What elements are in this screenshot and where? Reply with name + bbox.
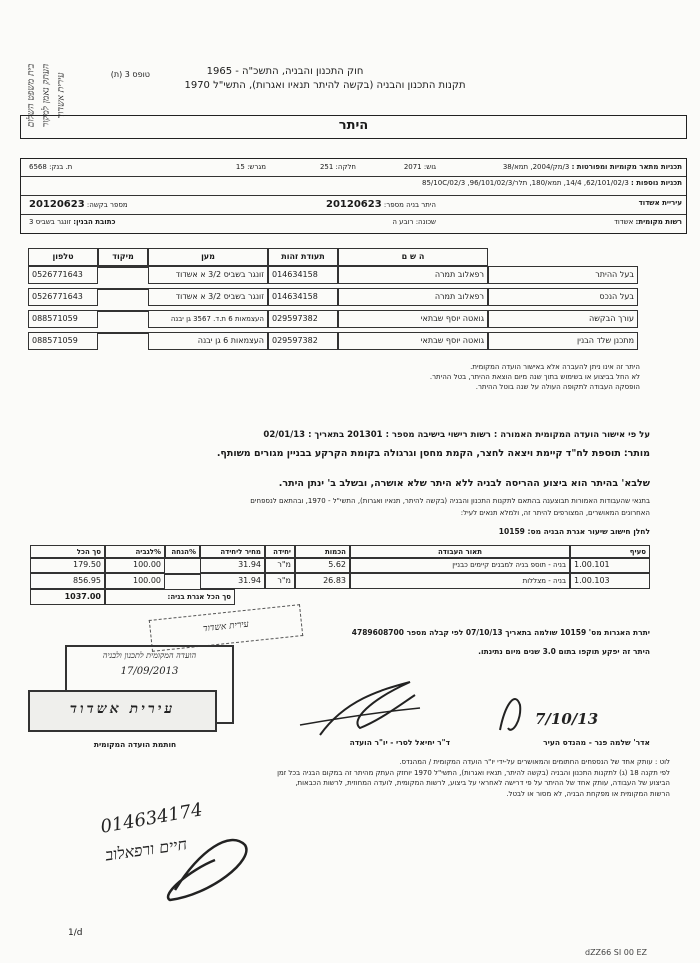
party-id: 014634158 [268, 266, 338, 284]
header-id: תעודת זהות [268, 248, 338, 266]
party-name: רפאלוב תמרה [338, 266, 488, 284]
conditions-1: בתנאי שהעבודות האמורות תבוצענה בהתאם לתקנות התכנון והבניה (בקשה להיתר, תנאיו ואגרות), התשי"ל - 1970, ובהתאם לנספחים [250, 497, 650, 505]
party-zip [98, 332, 148, 334]
fee-header: %הנחה [165, 545, 200, 559]
party-name: גואטה יוסף שבתאי [338, 310, 488, 328]
quarter-value: רובע ה [392, 218, 414, 226]
permit-no-label: היתר בניה מספר: [383, 201, 436, 209]
fee-price: 31.94 [200, 557, 265, 573]
helka-label: חלקה: [335, 163, 356, 171]
permitted-block [40, 447, 650, 460]
party-address: זונגר בשביס 3/2 א אשדוד [148, 288, 268, 306]
margin-stamp-line: בית משפט השלום [26, 63, 37, 128]
fee-header: %לגביה [105, 545, 165, 559]
permit-no-value: 20120623 [325, 199, 382, 210]
lot-label: ת. בנק: [49, 163, 73, 171]
divider [21, 214, 686, 215]
authority-value: אשדוד [614, 218, 634, 226]
lot-field [29, 163, 72, 171]
regulations-title: תקנות התכנון והבניה (בקשה להיתר תנאיו ואגרות), התשי"ל 1970 [184, 80, 466, 91]
law-title: חוק התכנון והבניה, התשכ"ה - 1965 [206, 66, 364, 77]
party-role: מתכנן שלד הבנין [488, 332, 638, 350]
footer-line: לפי תקנה 18 (ג) לתקנות התכנון והבניה (בקשה להיתר, תנאיו ואגרות), התשי"ל 1970 יוחזק העתק מהיתר זה במקום הבניה בכל זמן [277, 768, 670, 777]
plans-value: 3/מק/2004, תמא/38 [502, 163, 570, 171]
fee-percent: 100.00 [105, 557, 165, 573]
migrash-label: מגרש: [247, 163, 266, 171]
fee-discount [165, 573, 200, 575]
more-plans-row [42, 179, 682, 187]
plot-info-box [20, 158, 687, 234]
date-handwritten: 7/10/13 [535, 710, 599, 728]
fee-discount [165, 557, 200, 559]
more-plans-value: 62/101/02/3, 14/4, תמא/180, תלר/96/101/02/3, 85/10C/02/3 [422, 179, 629, 187]
validity-line: היתר זה יפקע תוקפו בתום 3.0 שנים מיום נתינתו. [478, 647, 650, 656]
rotated-stamp-text: עירית אשדוד [202, 619, 250, 635]
party-id: 014634158 [268, 288, 338, 306]
party-name: רפאלוב תמרה [338, 288, 488, 306]
bottom-code: dZZ66 SI 00 EZ [585, 948, 647, 957]
fee-percent: 100.00 [105, 573, 165, 589]
authority-field [614, 218, 682, 226]
page-marker: 1/d [68, 928, 83, 938]
request-no-label: מספר בקשה: [86, 201, 128, 209]
gush-field [404, 163, 436, 171]
party-phone: 088571059 [28, 310, 98, 328]
fee-qty: 26.83 [295, 573, 350, 589]
party-phone: 0526771643 [28, 288, 98, 306]
party-id: 029597382 [268, 332, 338, 350]
engineer-line: אדר' שלמה פנר - מהנדס העיר [543, 738, 650, 747]
note-line: היתר זה אינו ניתן להעברה אלא באישור הועדה המקומית. [470, 363, 640, 371]
fee-header: תאור העבודה [350, 545, 570, 559]
fee-header: מחיר ליחידה [200, 545, 265, 559]
approval-line: על פי אישור הועדה המקומית האמורה : רשות רישוי בישיבה מספר : 201301 בתאריך : 02/01/13 [263, 430, 650, 440]
chairman-line: ד"ר יחיאל לסרי - יו"ר הועדה [349, 738, 450, 747]
conditions-2: האחרונים המאושרים, המצורפים להיתר זה, ולמלא תנאים לעיל: [460, 509, 650, 517]
header-name: ה ש ם [338, 248, 488, 266]
condition-text: שלבא' בהיתר הוא ביצוע ההריסה לבניה ללא היתר שלא אושרה, ובשלב ב' ינתן היתר. [278, 478, 650, 489]
footer-line: הרשות המקומית או מפקחת הבניה, לא מסור או לבטל. [506, 789, 670, 798]
party-zip [98, 266, 148, 268]
parties-table [28, 248, 638, 353]
party-name: גואטה יוסף שבתאי [338, 332, 488, 350]
footer-text [20, 757, 670, 799]
fees-table [30, 545, 650, 607]
plans-row [472, 163, 682, 171]
chairman-signature [320, 682, 415, 735]
address-label: כתובת הבנין: [73, 218, 116, 226]
footer-line: לוט : עותק אחד של הנספחים החתומים והמאושרים על-ידי יו"ר הועדה המקומית / המהנדס. [399, 758, 670, 766]
stamp-label: חותמת הועדה המקומית [93, 740, 177, 749]
party-role: עורך הבקשה [488, 310, 638, 328]
quarter-label: שכונה: [415, 218, 436, 226]
fee-header: יחידה [265, 545, 295, 559]
city-label: עיריית אשדוד [638, 199, 682, 207]
helka-value: 251 [319, 163, 334, 171]
fee-clause: 1.00.101 [570, 557, 650, 573]
fee-header: הכמות [295, 545, 350, 559]
note-line: הופסקה העבודה לתקופה העולה על שנה בוטל ההיתר. [475, 383, 640, 391]
fee-sum-label: סך הכל אגרת בניה: [105, 589, 235, 605]
title-box [20, 115, 687, 139]
fee-total: 856.95 [30, 573, 105, 589]
margin-stamp-line: עירית אשדוד [56, 72, 67, 119]
party-id: 029597382 [268, 310, 338, 328]
committee-stamp-text: עירית אשדוד [69, 701, 176, 717]
received-stamp-title: הועדה המקומית לתכנון ולבניה [102, 651, 197, 660]
migrash-value: 15 [235, 163, 245, 171]
form-number: טופס 3 (ת) [110, 70, 150, 79]
fee-desc: בניה - מצללות [350, 573, 570, 589]
fee-qty: 5.62 [295, 557, 350, 573]
address-value: זונגר בשביס 3 [29, 218, 72, 226]
fee-header: סעיף [570, 545, 650, 559]
plans-label: תכניות מתאר מקומיות ומפורטות : [571, 163, 682, 171]
handwritten-note: חיים ורפאלוב [104, 834, 189, 865]
party-address: זונגר בשביס 3/2 א אשדוד [148, 266, 268, 284]
divider [21, 195, 686, 196]
quarter-field [392, 218, 436, 226]
party-zip [98, 310, 148, 312]
fee-heading: לחלן חישוב שיעור אגרת הבניה מס: 10159 [498, 527, 650, 536]
lot-value: 6568 [29, 163, 47, 171]
gush-label: גוש: [423, 163, 436, 171]
payment-line: יתרת האגרות מס' 10159 שולמה בתאריך 07/10/13 לפי קבלה מספר 4789608700 [351, 628, 650, 637]
margin-stamp-line: העתק נאמן למקור [41, 63, 52, 128]
header-zip: מיקוד [98, 248, 148, 266]
permit-no-field [326, 199, 436, 210]
fee-total: 179.50 [30, 557, 105, 573]
header-phone: טלפון [28, 248, 98, 266]
helka-field [320, 163, 356, 171]
party-role: בעל הנכס [488, 288, 638, 306]
authority-label: רשות מקומית: [635, 218, 682, 226]
fee-unit: מ"ר [265, 573, 295, 589]
note-line: לא החל בביצוע או בשימוש בתוך שנה מיום הוצאת ההיתר, בטל ההיתר. [429, 373, 640, 381]
migrash-field [236, 163, 266, 171]
gush-value: 2071 [403, 163, 422, 171]
request-no-field [29, 199, 128, 210]
party-phone: 0526771643 [28, 266, 98, 284]
permitted-label: מותר: [623, 448, 650, 459]
fee-clause: 1.00.103 [570, 573, 650, 589]
fee-unit: מ"ר [265, 557, 295, 573]
engineer-signature [500, 699, 520, 730]
header-address: מען [148, 248, 268, 266]
received-stamp-date: 17/09/2013 [120, 666, 179, 677]
permit-title: היתר [338, 118, 369, 133]
fee-header: סך הכל [30, 545, 105, 559]
permitted-text: תוספת לח"ד קיימת ויצאה לחצר, הקמת מחסן וגרגולה בקומת הקרקע בבניין מגורים משותף. [216, 448, 621, 459]
address-field [29, 218, 115, 226]
fee-sum-value: 1037.00 [30, 589, 105, 605]
committee-stamp [28, 690, 217, 732]
chairman-signature-stroke [300, 708, 420, 725]
party-phone: 088571059 [28, 332, 98, 350]
fee-desc: בניה - תוספ בניה למבנים קיימים כבניין [350, 557, 570, 573]
request-no-value: 20120623 [29, 199, 85, 210]
handwritten-id: 014634174 [98, 799, 205, 838]
divider [21, 176, 686, 177]
fee-price: 31.94 [200, 573, 265, 589]
more-plans-label: תכניות נוספות : [631, 179, 682, 187]
footer-line: הביצוע של העבודה, עותק אחד של ההיתר על פי דרישה לאחראי על ביצוע, לרשות המקומית, לועדה המחוזית, לרשות הכבאות, [295, 779, 670, 787]
party-zip [98, 288, 148, 290]
margin-stamp [6, 40, 66, 170]
party-role: בעל ההיתר [488, 266, 638, 284]
permit-notes [150, 362, 640, 392]
party-address: העצמאות 6 גן יבנה [148, 332, 268, 350]
party-address: העצמאות 6 ת.ד. 3567 גן יבנה [148, 310, 268, 328]
